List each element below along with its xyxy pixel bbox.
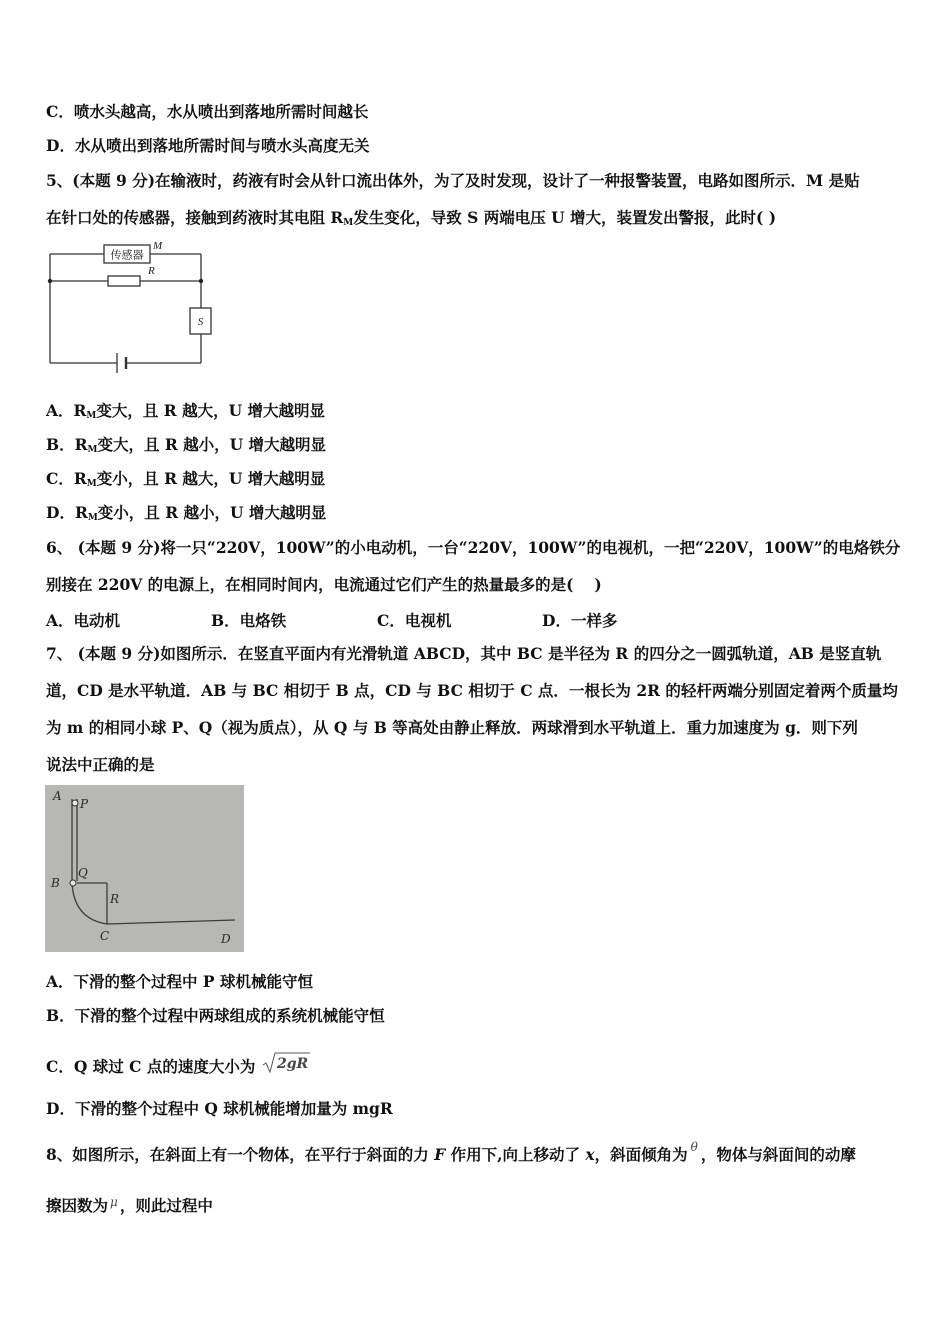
label-s: S [197,316,204,328]
label-p: P [80,797,89,811]
label-r: R [148,265,155,277]
q7-text-line3: 为 m 的相同小球 P、Q（视为质点），从 Q 与 B 等高处由静止释放．两球滑到水平轨道上．重力加速度为 g．则下列 [46,718,858,737]
q8-part3: ，斜面倾角为 [594,1145,688,1164]
label-radius: R [110,892,120,906]
q5-line2-sub: M [343,218,354,228]
q5-b-rest: 变大，且 R 越小，U 增大越明显 [97,435,327,454]
q6-option-a: A．电动机 [46,611,121,630]
ball-q [70,880,76,886]
q5-b-prefix: B．R [46,435,88,454]
q5-c-rest: 变小，且 R 越大，U 增大越明显 [96,469,326,488]
q5-d-prefix: D．R [46,503,88,522]
q5-c-prefix: C．R [46,469,87,488]
q8-theta: θ [690,1140,698,1154]
label-a: A [53,789,62,803]
q5-a-sub: M [86,411,97,421]
junction-left [48,279,52,283]
label-q: Q [78,866,88,880]
q7-option-d: D．下滑的整个过程中 Q 球机械能增加量为 mgR [46,1099,393,1118]
q5-option-d [46,503,326,528]
q6-option-d: D．一样多 [542,611,618,630]
q7-text-line4: 说法中正确的是 [46,755,155,774]
q6-options-row [46,609,746,629]
q5-text-line1: 5、(本题 9 分)在输液时，药液有时会从针口流出体外，为了及时发现，设计了一种报警装置，电路如图所示．M 是贴 [46,171,860,190]
q8-part2: 作用下,向上移动了 [445,1145,586,1164]
q8-part4: ，物体与斜面间的动摩 [700,1145,856,1164]
circuit-diagram [44,238,216,374]
q7-option-a: A．下滑的整个过程中 P 球机械能守恒 [46,972,313,991]
junction-right [199,279,203,283]
q6-text-line2: 别接在 220V 的电源上，在相同时间内，电流通过它们产生的热量最多的是( ) [46,575,602,594]
q5-option-c [46,469,325,494]
q8-distance-x: x [585,1145,595,1164]
q5-b-sub: M [87,445,98,455]
option-d-prev: D．水从喷出到落地所需时间与喷水头高度无关 [46,136,370,155]
q8-part1: 8、如图所示，在斜面上有一个物体，在平行于斜面的力 [46,1145,435,1164]
q7-text-line2: 道，CD 是水平轨道．AB 与 BC 相切于 B 点，CD 与 BC 相切于 C 点．一根长为 2R 的轻杆两端分别固定着两个质量均 [46,681,898,700]
q8-force-f: F [434,1145,446,1164]
q7-option-b: B．下滑的整个过程中两球组成的系统机械能守恒 [46,1006,385,1025]
q5-line2-part2: 发生变化，导致 S 两端电压 U 增大，装置发出警报，此时( ) [353,208,777,227]
q8-line2-part1: 擦因数为 [46,1196,109,1215]
q8-line2-part2: ，则此过程中 [119,1196,213,1215]
label-m: M [153,240,163,252]
q8-text-line1 [46,1140,856,1166]
label-c: C [100,929,110,943]
q7-option-c-text: C．Q 球过 C 点的速度大小为 [46,1057,256,1076]
q5-option-a [46,401,325,426]
q6-option-b: B．电烙铁 [211,611,287,630]
q6-option-c: C．电视机 [377,611,452,630]
q5-d-rest: 变小，且 R 越小，U 增大越明显 [97,503,327,522]
sqrt-expression [261,1050,311,1076]
label-d: D [221,932,231,946]
q5-option-b [46,435,326,460]
q5-a-prefix: A．R [46,401,87,420]
q8-mu: μ [110,1195,118,1209]
q7-option-c [46,1050,311,1077]
sensor-label: 传感器 [110,249,144,262]
track-diagram [45,785,244,952]
label-b: B [51,876,60,890]
ball-p [72,800,78,806]
sqrt-radicand: 2gR [276,1056,308,1072]
q7-text-line1: 7、 (本题 9 分)如图所示．在竖直平面内有光滑轨道 ABCD，其中 BC 是半径为 R 的四分之一圆弧轨道，AB 是竖直轨 [46,644,882,663]
q5-text-line2 [46,208,776,233]
q5-d-sub: M [87,513,98,523]
q6-text-line1: 6、 (本题 9 分)将一只“220V，100W”的小电动机，一台“220V，100W”的电视机，一把“220V，100W”的电烙铁分 [46,538,901,557]
q5-a-rest: 变大，且 R 越大，U 增大越明显 [96,401,325,420]
q5-line2-part1: 在针口处的传感器，接触到药液时其电阻 R [46,208,344,227]
resistor-r [108,276,140,286]
q5-c-sub: M [86,479,97,489]
q8-text-line2 [46,1196,213,1217]
option-c-prev: C．喷水头越高，水从喷出到落地所需时间越长 [46,102,369,121]
